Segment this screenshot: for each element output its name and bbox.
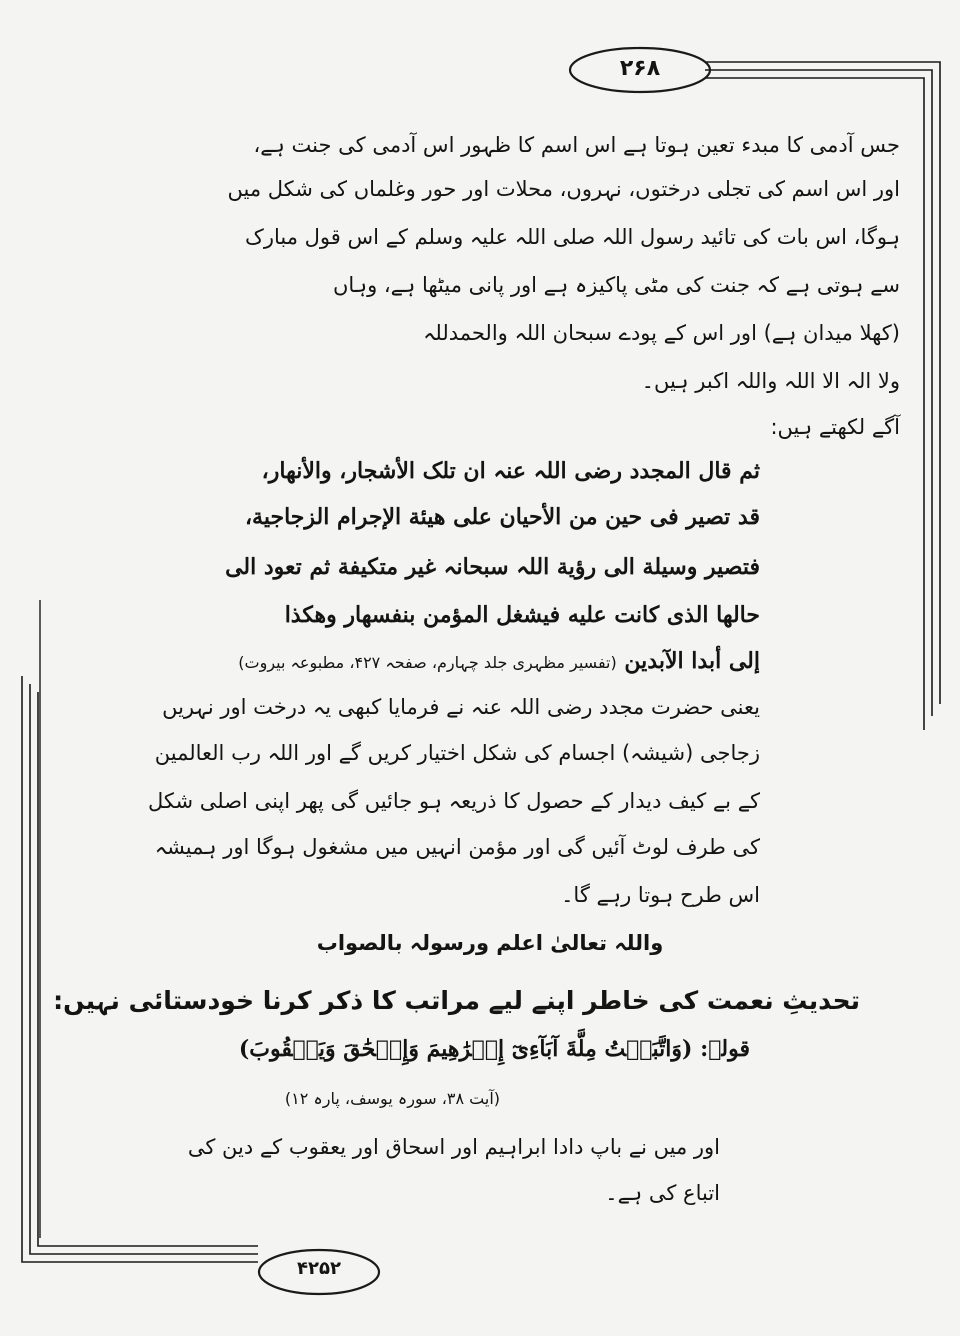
text-line: زجاجی (شیشہ) اجسام کی شکل اختیار کریں گے اور اللہ رب العالمین <box>154 741 760 765</box>
quranic-verse: (وَاتَّبَعۡتُ مِلَّةَ آبَآءِىٓ إِبۡرَٰهِيمَ وَإِسۡحَٰقَ وَيَعۡقُوبَ) <box>238 1036 693 1062</box>
text-line: یعنی حضرت مجدد رضی اللہ عنہ نے فرمایا کبھی یہ درخت اور نہریں <box>162 695 760 719</box>
text-line: آگے لکھتے ہیں: <box>770 415 900 439</box>
translation-paragraph <box>148 686 760 936</box>
text-line: اتباع کی ہے۔ <box>605 1181 720 1205</box>
footer-page-number: ۴۲۵۲ <box>297 1258 341 1279</box>
citation: (تفسیر مظہری جلد چہارم، صفحہ ۴۲۷، مطبوعہ بیروت) <box>238 653 617 672</box>
arabic-line: حالها الذی کانت علیه فیشغل المؤمن بنفسهار وهکذا <box>284 602 760 628</box>
text-line: سے ہوتی ہے کہ جنت کی مٹی پاکیزہ ہے اور پانی میٹھا ہے، وہاں <box>332 273 900 297</box>
text-line: (کھلا میدان ہے) اور اس کے پودے سبحان اللہ والحمدللہ <box>423 321 900 345</box>
arabic-line: فتصیر وسیلة الی رؤیة اللہ سبحانہ غیر متکیفة ثم تعود الی <box>225 554 760 580</box>
arabic-closing-phrase: إلی أبدا الآبدین <box>624 648 760 674</box>
verse-reference: (آیت ۳۸، سورہ یوسف، پارہ ۱۲) <box>284 1089 500 1108</box>
section-heading: تحدیثِ نعمت کی خاطر اپنے لیے مراتب کا ذکر کرنا خودستائی نہیں: <box>53 986 860 1015</box>
text-line: اس طرح ہوتا رہے گا۔ <box>561 883 760 907</box>
header-page-number: ۲۶۸ <box>619 56 661 81</box>
text-line: اور اس اسم کی تجلی درختوں، نہروں، محلات اور حور وغلماں کی شکل میں <box>227 177 900 201</box>
text-line: ہوگا، اس بات کی تائید رسول اللہ صلی اللہ علیہ وسلم کے اس قول مبارک <box>245 225 900 249</box>
closing-invocation: واللہ تعالیٰ اعلم ورسولہ بالصواب <box>316 931 664 955</box>
text-line: ولا الہ الا اللہ واللہ اکبر ہیں۔ <box>641 369 900 393</box>
verse-intro: قولہ: <box>700 1036 750 1062</box>
text-line: کے بے کیف دیدار کے حصول کا ذریعہ ہو جائیں گی پھر اپنی اصلی شکل <box>148 789 760 813</box>
arabic-line: قد تصیر فی حین من الأحیان علی هیئة الإجرام الزجاجیة، <box>244 504 760 530</box>
text-line: اور میں نے باپ دادا ابراہیم اور اسحاق اور یعقوب کے دین کی <box>187 1135 720 1159</box>
section-block <box>53 986 860 1216</box>
arabic-line <box>238 646 760 678</box>
verse-line <box>239 1034 750 1064</box>
arabic-quotation <box>200 456 760 686</box>
arabic-line: ثم قال المجدد رضی اللہ عنہ ان تلک الأشجار، والأنهار، <box>261 458 760 484</box>
text-line: کی طرف لوٹ آئیں گی اور مؤمن انہیں میں مشغول ہوگا اور ہمیشہ <box>154 835 760 859</box>
top-paragraph <box>180 122 900 452</box>
text-line: جس آدمی کا مبدء تعین ہوتا ہے اس اسم کا ظہور اس آدمی کی جنت ہے، <box>253 133 900 157</box>
closing-invocation-block <box>240 928 740 962</box>
